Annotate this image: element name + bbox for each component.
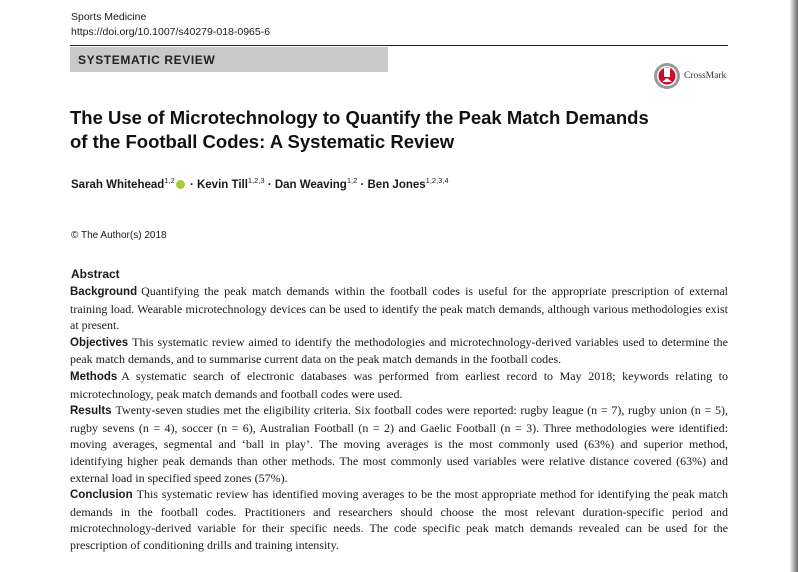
author-name[interactable]: Dan Weaving	[274, 179, 347, 191]
abstract-background	[70, 283, 728, 334]
section-text: This systematic review aimed to identify the methodologies and microtechnology-derived variables used to determine the peak match demands, and to summarise current data on the peak match demands in the football codes.	[70, 334, 728, 367]
author-name[interactable]: Sarah Whitehead	[71, 179, 165, 191]
section-text: Twenty-seven studies met the eligibility criteria. Six football codes were reported: rugby league (n = 7), rugby union (n = 5), rugby sevens (n = 4), soccer (n = 6), Australian Football (n = 2) and Gaelic Football (n = 3). Three methodologies were identified: moving averages, segmental and ‘ball in play’. The moving averages is the most commonly used (63%) and superior method, identifying higher peak demands than other methods. The most commonly used variables were relative distance covered (63%) and external load in specified speed zones (57%).	[70, 403, 728, 485]
abstract-body	[70, 283, 728, 554]
abstract-heading: Abstract	[71, 267, 120, 281]
author-name[interactable]: Kevin Till	[196, 179, 248, 191]
author-list	[71, 176, 449, 191]
author-separator: ·	[186, 179, 197, 191]
abstract-methods	[70, 368, 728, 402]
author-affiliation: 1,2,3,4	[425, 176, 449, 185]
crossmark-icon	[653, 62, 681, 90]
author-affiliation: 1,2	[164, 176, 175, 185]
copyright-notice: © The Author(s) 2018	[71, 230, 167, 241]
crossmark-badge[interactable]	[653, 62, 726, 90]
doi-link[interactable]: https://doi.org/10.1007/s40279-018-0965-6	[71, 26, 271, 38]
page-edge-shadow	[790, 0, 798, 572]
section-label: Background	[70, 286, 138, 298]
section-label: Conclusion	[70, 489, 133, 502]
section-text: Quantifying the peak match demands within the football codes is useful for the appropriate prescription of external training load. Wearable microtechnology devices can be used to identify the peak match demands, although various methodologies exist at present.	[70, 284, 728, 333]
journal-header	[71, 10, 270, 40]
orcid-icon[interactable]	[176, 180, 185, 189]
section-label: Objectives	[70, 336, 129, 349]
section-text: This systematic review has identified moving averages to be the most appropriate method for identifying the peak match demands in the football codes. Practitioners and researchers should choose the most relevant duration-specific period and microtechnology-derived variable for their specific needs. The code specific peak match demands revealed can be used for the prescription of conditioning drills and training intensity.	[70, 487, 728, 552]
abstract-objectives	[70, 334, 728, 368]
author-name[interactable]: Ben Jones	[367, 179, 426, 191]
author-separator: ·	[264, 179, 275, 191]
title-line-2: of the Football Codes: A Systematic Review	[70, 131, 455, 152]
title-line-1: The Use of Microtechnology to Quantify the Peak Match Demands	[70, 107, 649, 128]
article-title	[70, 106, 690, 154]
crossmark-label: CrossMark	[684, 71, 727, 81]
abstract-conclusion	[70, 486, 728, 553]
author-separator: ·	[357, 179, 368, 191]
section-text: A systematic search of electronic databases was performed from earliest record to May 2018; keywords relating to microtechnology, peak match demands and football codes were used.	[70, 368, 728, 401]
author-affiliation: 1,2	[346, 176, 358, 185]
abstract-results	[70, 402, 728, 486]
header-rule	[70, 45, 728, 46]
section-label: Methods	[70, 370, 118, 383]
article-category: SYSTEMATIC REVIEW	[70, 47, 388, 72]
journal-name: Sports Medicine	[71, 11, 147, 23]
section-label: Results	[70, 405, 112, 418]
author-affiliation: 1,2,3	[247, 176, 265, 185]
